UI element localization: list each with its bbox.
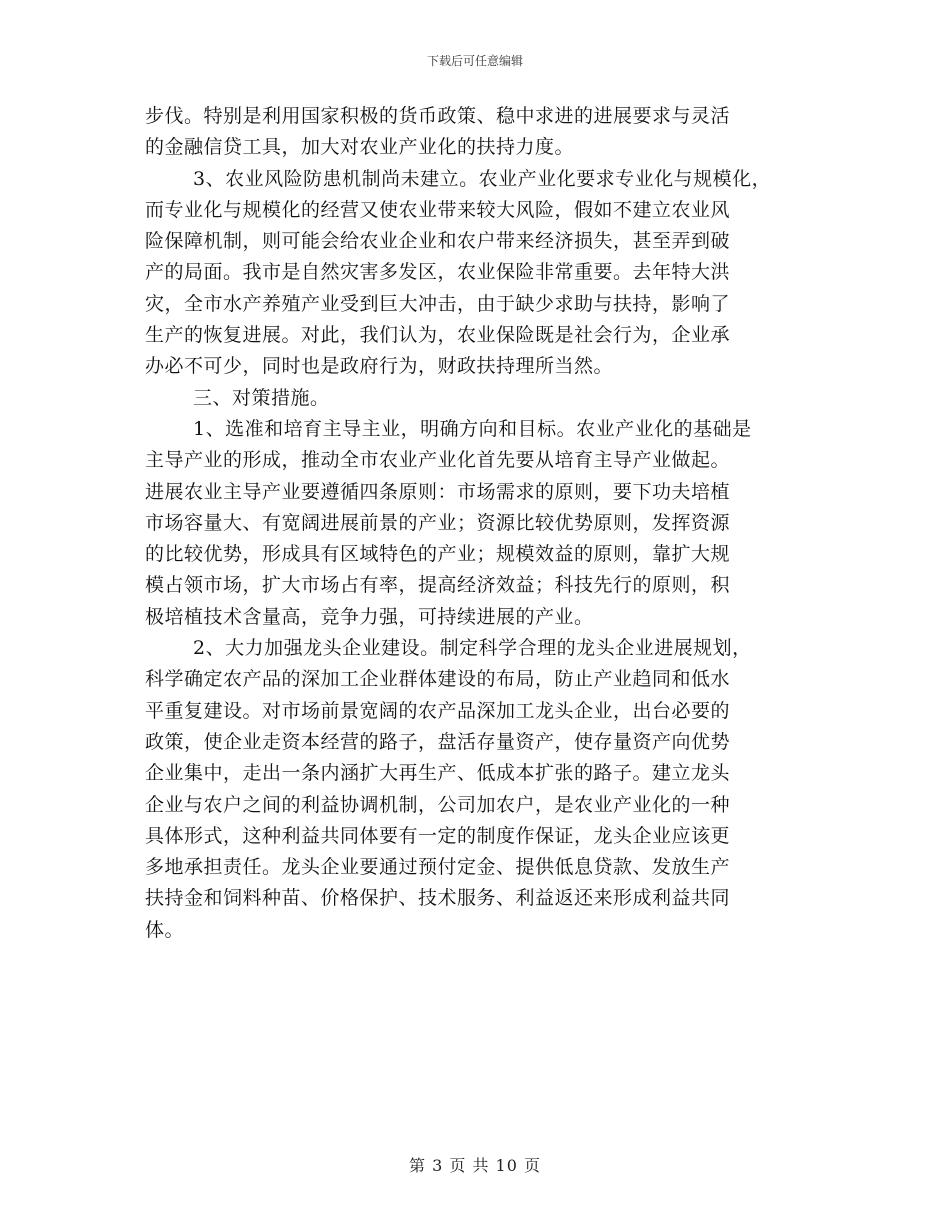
page-number-footer: 第 3 页 共 10 页	[409, 1156, 541, 1175]
text-line: 政策，使企业走资本经营的路子，盘活存量资产，使存量资产向优势	[145, 730, 731, 753]
text-line: 灾，全市水产养殖产业受到巨大冲击，由于缺少求助与扶持，影响了	[145, 292, 731, 315]
text-line: 模占领市场，扩大市场占有率，提高经济效益；科技先行的原则，积	[145, 574, 731, 597]
text-line: 进展农业主导产业要遵循四条原则：市场需求的原则，要下功夫培植	[145, 480, 731, 503]
text-line: 2、大力加强龙头企业建设。制定科学合理的龙头企业进展规划，	[193, 637, 752, 660]
text-line: 生产的恢复进展。对此，我们认为，农业保险既是社会行为，企业承	[145, 324, 731, 347]
text-line: 多地承担责任。龙头企业要通过预付定金、提供低息贷款、发放生产	[145, 856, 731, 879]
text-line: 的比较优势，形成具有区域特色的产业；规模效益的原则，靠扩大规	[145, 543, 731, 566]
text-line: 3、农业风险防患机制尚未建立。农业产业化要求专业化与规模化，	[193, 167, 772, 190]
text-line: 扶持金和饲料种苗、价格保护、技术服务、利益返还来形成利益共同	[145, 887, 731, 910]
text-line: 1、选准和培育主导主业，明确方向和目标。农业产业化的基础是	[193, 417, 752, 440]
text-line: 办必不可少，同时也是政府行为，财政扶持理所当然。	[145, 355, 614, 378]
text-line: 市场容量大、有宽阔进展前景的产业；资源比较优势原则，发挥资源	[145, 511, 731, 534]
text-line: 企业与农户之间的利益协调机制，公司加农户，是农业产业化的一种	[145, 793, 731, 816]
text-line: 三、对策措施。	[193, 386, 330, 409]
text-line: 而专业化与规模化的经营又使农业带来较大风险，假如不建立农业风	[145, 198, 731, 221]
document-body	[145, 101, 810, 946]
text-line: 企业集中，走出一条内涵扩大再生产、低成本扩张的路子。建立龙头	[145, 762, 731, 785]
text-line: 步伐。特别是利用国家积极的货币政策、稳中求进的进展要求与灵活	[145, 105, 731, 127]
text-line: 体。	[145, 918, 185, 941]
text-line: 主导产业的形成，推动全市农业产业化首先要从培育主导产业做起。	[145, 449, 731, 472]
text-line: 险保障机制，则可能会给农业企业和农户带来经济损失，甚至弄到破	[145, 230, 731, 253]
text-line: 的金融信贷工具，加大对农业产业化的扶持力度。	[145, 136, 575, 159]
text-line: 平重复建设。对市场前景宽阔的农产品深加工龙头企业，出台必要的	[145, 699, 731, 722]
text-line: 具体形式，这种利益共同体要有一定的制度作保证，龙头企业应该更	[145, 824, 731, 847]
text-line: 极培植技术含量高，竞争力强，可持续进展的产业。	[145, 605, 594, 628]
page-header: 下载后可任意编辑	[426, 54, 523, 68]
text-line: 科学确定农产品的深加工企业群体建设的布局，防止产业趋同和低水	[145, 668, 731, 691]
text-line: 产的局面。我市是自然灾害多发区，农业保险非常重要。去年特大洪	[145, 261, 731, 284]
